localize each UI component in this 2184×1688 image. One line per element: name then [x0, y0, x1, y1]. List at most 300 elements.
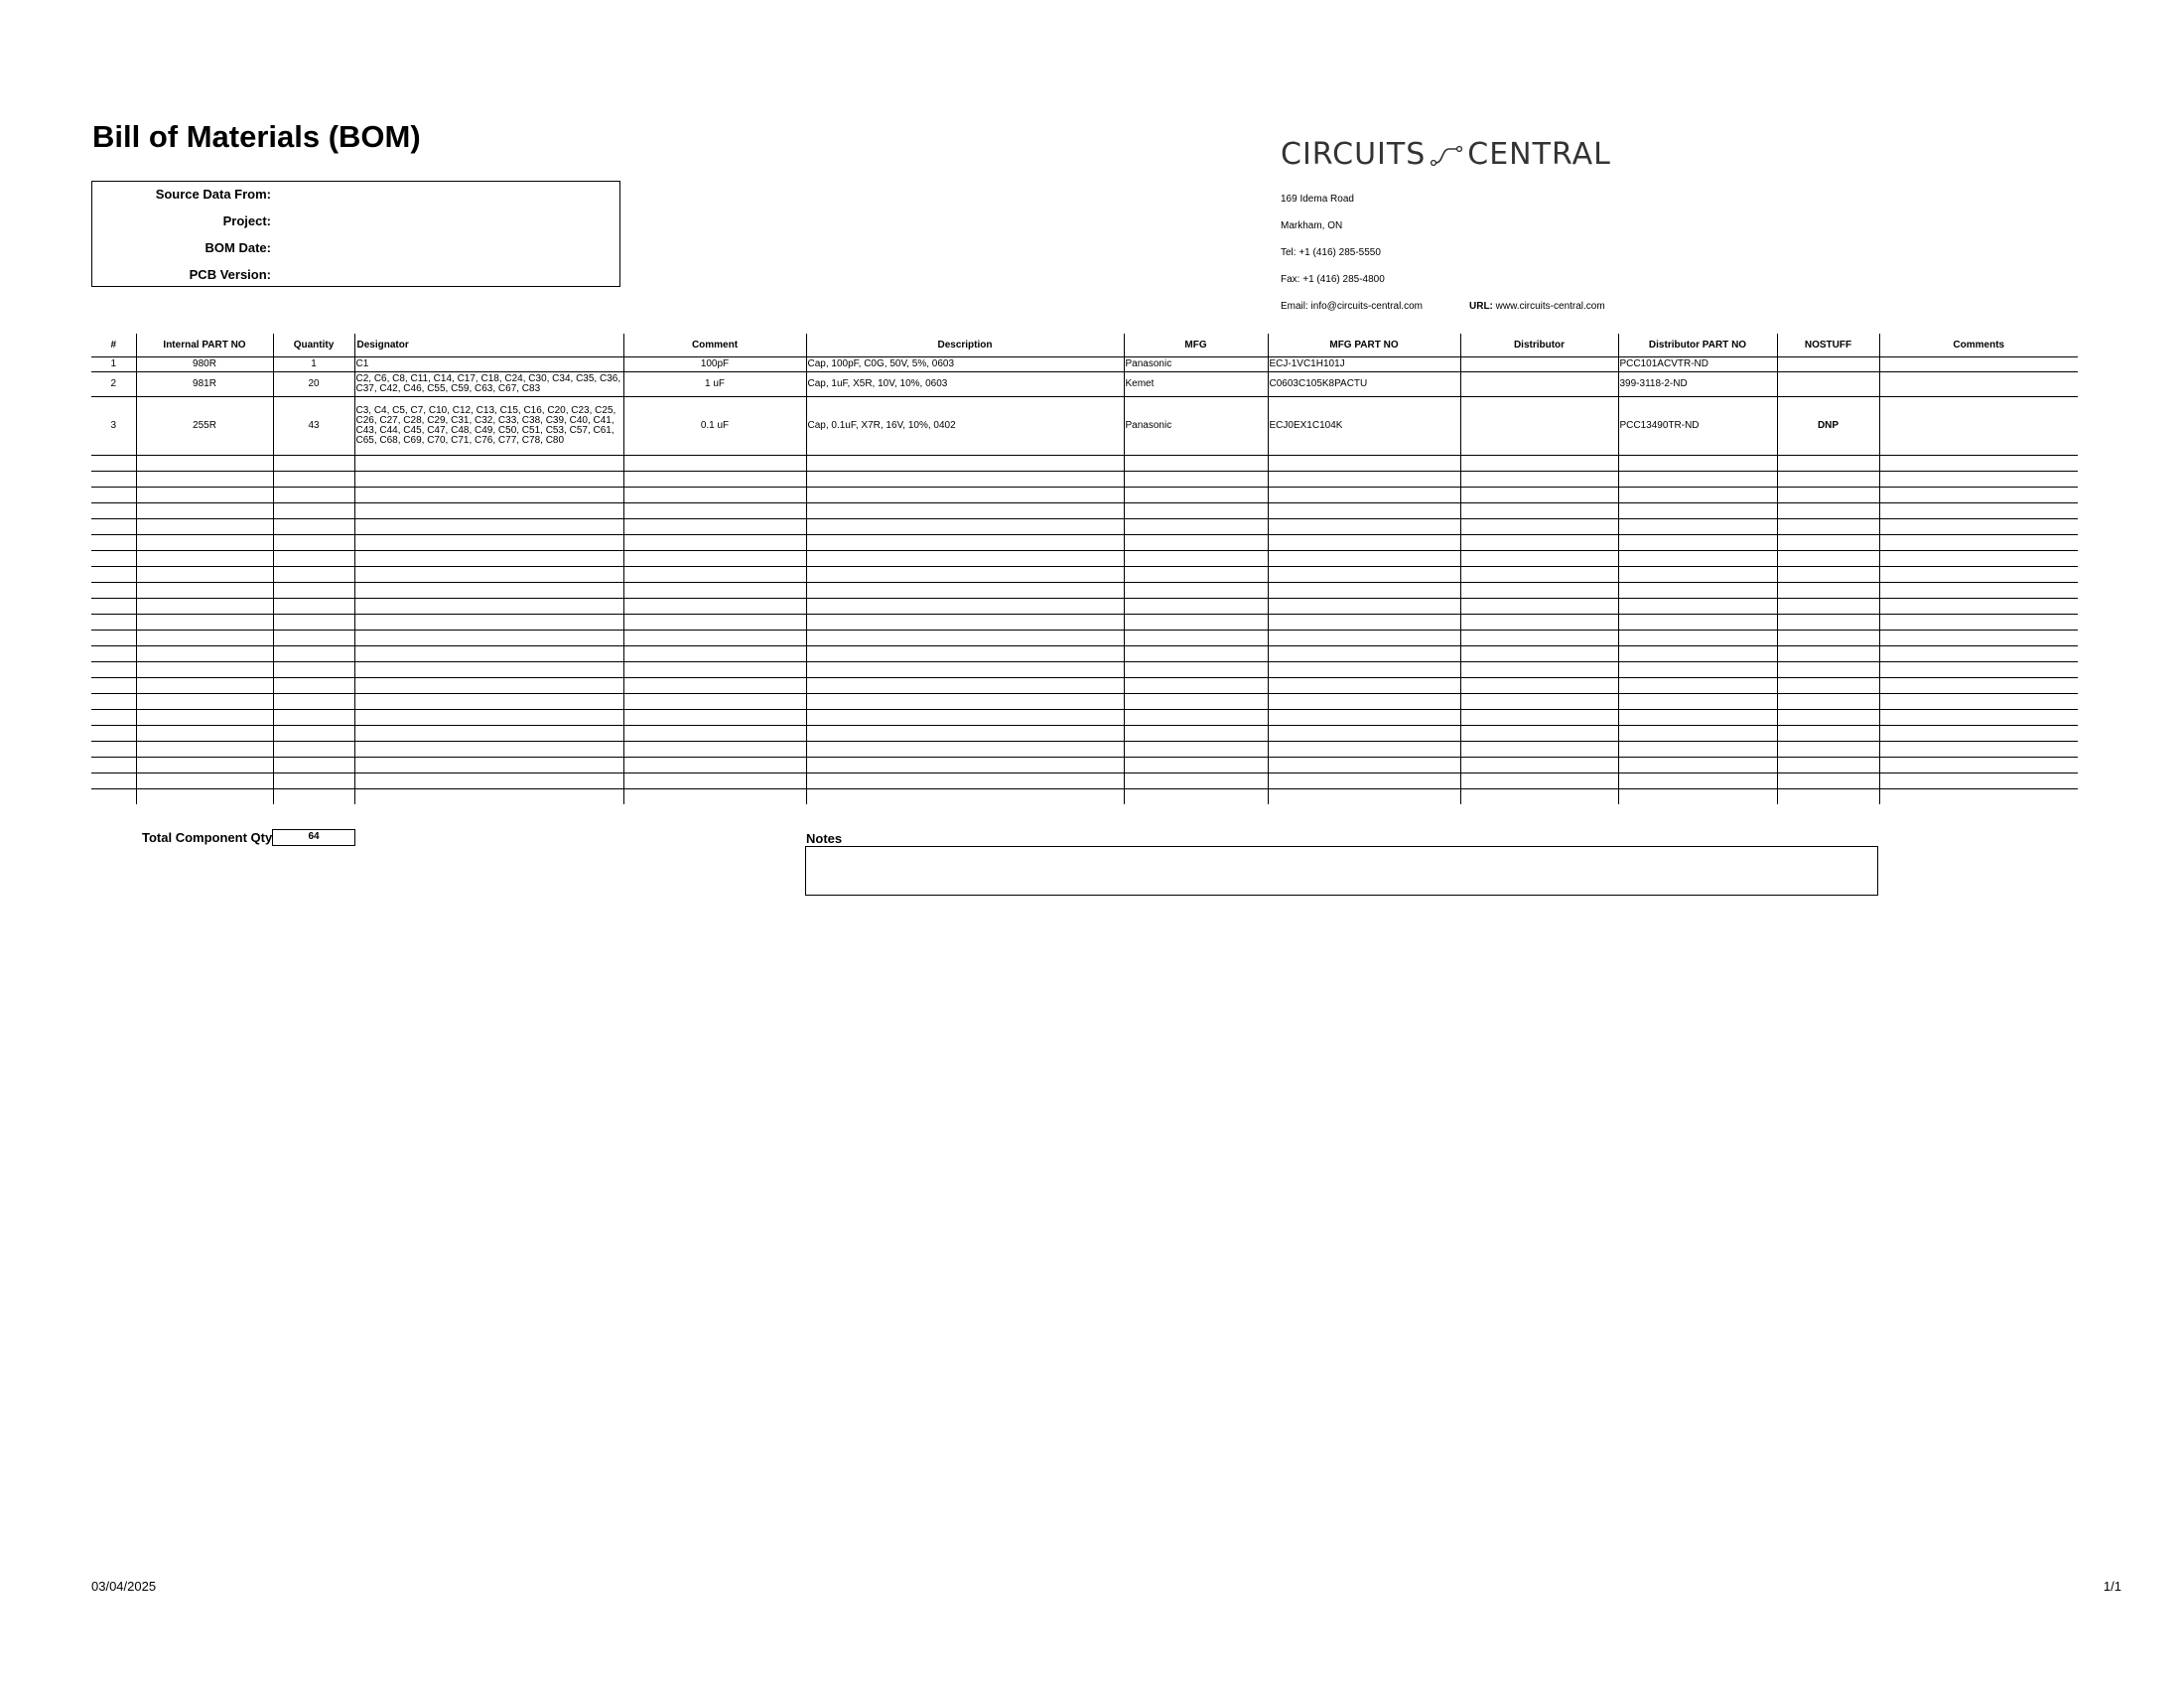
empty-cell — [1879, 694, 2078, 710]
empty-cell — [273, 551, 354, 567]
empty-cell — [1124, 742, 1268, 758]
empty-cell — [136, 472, 273, 488]
empty-cell — [136, 503, 273, 519]
empty-cell — [1777, 535, 1879, 551]
cell-mfg: Panasonic — [1124, 397, 1268, 456]
empty-cell — [1268, 535, 1460, 551]
empty-table-row — [91, 789, 2078, 805]
trace-icon — [1430, 141, 1463, 169]
url-value[interactable]: www.circuits-central.com — [1495, 301, 1605, 312]
empty-cell — [273, 472, 354, 488]
empty-cell — [806, 456, 1124, 472]
cell-designator: C3, C4, C5, C7, C10, C12, C13, C15, C16, C20, C23, C25, C26, C27, C28, C29, C31, C32, C33, C38, C39, C40, C41, C43, C44, C45, C47, C48, C49, C50, C51, C53, C57, C61, C65, C68, C69, C70, C71, C76, C77, C78, C80 — [354, 397, 623, 456]
company-fax: Fax: +1 (416) 285-4800 — [1281, 274, 1385, 285]
empty-cell — [1618, 503, 1777, 519]
empty-cell — [1460, 456, 1618, 472]
bom-info-box — [91, 181, 620, 287]
empty-cell — [91, 726, 136, 742]
cell-quantity: 20 — [273, 372, 354, 397]
empty-cell — [623, 710, 806, 726]
empty-cell — [273, 710, 354, 726]
empty-cell — [806, 503, 1124, 519]
empty-cell — [136, 599, 273, 615]
empty-cell — [806, 789, 1124, 805]
empty-cell — [1460, 726, 1618, 742]
empty-cell — [273, 789, 354, 805]
source-data-label: Source Data From: — [155, 187, 271, 202]
empty-cell — [1618, 710, 1777, 726]
empty-cell — [623, 599, 806, 615]
empty-cell — [1268, 551, 1460, 567]
total-component-qty-label: Total Component Qty — [142, 830, 273, 845]
empty-cell — [1268, 599, 1460, 615]
empty-cell — [91, 631, 136, 646]
empty-cell — [273, 646, 354, 662]
cell-comments — [1879, 357, 2078, 372]
total-component-qty-value: 64 — [272, 829, 355, 846]
empty-table-row — [91, 758, 2078, 774]
empty-cell — [1618, 678, 1777, 694]
notes-label: Notes — [806, 831, 843, 846]
empty-cell — [273, 615, 354, 631]
empty-cell — [91, 615, 136, 631]
empty-cell — [1268, 615, 1460, 631]
empty-cell — [273, 678, 354, 694]
cell-num: 3 — [91, 397, 136, 456]
empty-cell — [273, 535, 354, 551]
empty-cell — [1879, 503, 2078, 519]
empty-cell — [91, 583, 136, 599]
empty-cell — [91, 789, 136, 805]
cell-comments — [1879, 372, 2078, 397]
empty-cell — [1777, 551, 1879, 567]
empty-cell — [1879, 710, 2078, 726]
table-row — [91, 357, 2078, 372]
empty-cell — [136, 583, 273, 599]
empty-cell — [273, 567, 354, 583]
url-label: URL: — [1469, 301, 1493, 312]
empty-cell — [1879, 631, 2078, 646]
empty-cell — [1124, 615, 1268, 631]
empty-cell — [136, 694, 273, 710]
empty-cell — [1268, 503, 1460, 519]
empty-cell — [354, 599, 623, 615]
empty-cell — [1777, 567, 1879, 583]
empty-cell — [623, 631, 806, 646]
empty-cell — [1268, 678, 1460, 694]
empty-cell — [354, 774, 623, 789]
cell-distributor-part-no: PCC101ACVTR-ND — [1618, 357, 1777, 372]
empty-cell — [136, 789, 273, 805]
empty-cell — [273, 631, 354, 646]
empty-cell — [1879, 726, 2078, 742]
company-email[interactable]: Email: info@circuits-central.com — [1281, 301, 1423, 312]
empty-cell — [1460, 567, 1618, 583]
cell-description: Cap, 100pF, C0G, 50V, 5%, 0603 — [806, 357, 1124, 372]
empty-cell — [1124, 583, 1268, 599]
empty-cell — [136, 646, 273, 662]
empty-cell — [91, 488, 136, 503]
empty-table-row — [91, 567, 2078, 583]
empty-cell — [354, 535, 623, 551]
cell-internal-part-no: 255R — [136, 397, 273, 456]
logo-text-left: CIRCUITS — [1281, 137, 1427, 172]
empty-cell — [1124, 535, 1268, 551]
cell-num: 1 — [91, 357, 136, 372]
empty-cell — [623, 456, 806, 472]
empty-cell — [354, 726, 623, 742]
header-mfg-part-no: MFG PART NO — [1268, 334, 1460, 357]
notes-field[interactable] — [805, 846, 1878, 896]
empty-cell — [806, 646, 1124, 662]
footer-date: 03/04/2025 — [91, 1579, 157, 1594]
cell-comments — [1879, 397, 2078, 456]
empty-table-row — [91, 662, 2078, 678]
empty-table-row — [91, 583, 2078, 599]
empty-cell — [623, 472, 806, 488]
empty-cell — [1460, 710, 1618, 726]
empty-cell — [1879, 789, 2078, 805]
cell-quantity: 43 — [273, 397, 354, 456]
empty-cell — [623, 615, 806, 631]
empty-cell — [1777, 519, 1879, 535]
empty-cell — [1879, 646, 2078, 662]
empty-cell — [136, 758, 273, 774]
empty-cell — [623, 519, 806, 535]
empty-cell — [91, 710, 136, 726]
empty-cell — [623, 503, 806, 519]
empty-table-row — [91, 710, 2078, 726]
empty-cell — [273, 774, 354, 789]
empty-cell — [806, 567, 1124, 583]
cell-num: 2 — [91, 372, 136, 397]
empty-cell — [1124, 567, 1268, 583]
empty-cell — [1460, 758, 1618, 774]
cell-internal-part-no: 981R — [136, 372, 273, 397]
cell-designator: C2, C6, C8, C11, C14, C17, C18, C24, C30, C34, C35, C36, C37, C42, C46, C55, C59, C63, C67, C83 — [354, 372, 623, 397]
cell-comment: 100pF — [623, 357, 806, 372]
empty-cell — [623, 567, 806, 583]
empty-cell — [136, 726, 273, 742]
empty-cell — [1777, 694, 1879, 710]
empty-cell — [623, 774, 806, 789]
empty-cell — [1618, 726, 1777, 742]
empty-cell — [273, 583, 354, 599]
empty-cell — [1879, 583, 2078, 599]
empty-cell — [1618, 789, 1777, 805]
cell-mfg: Kemet — [1124, 372, 1268, 397]
empty-cell — [354, 646, 623, 662]
bom-date-label: BOM Date: — [205, 240, 271, 255]
empty-cell — [1879, 678, 2078, 694]
empty-cell — [1777, 488, 1879, 503]
empty-cell — [1268, 646, 1460, 662]
empty-cell — [1460, 488, 1618, 503]
table-row — [91, 372, 2078, 397]
empty-cell — [354, 631, 623, 646]
empty-table-row — [91, 472, 2078, 488]
empty-cell — [1124, 472, 1268, 488]
empty-cell — [1124, 456, 1268, 472]
empty-cell — [1879, 758, 2078, 774]
cell-comment: 0.1 uF — [623, 397, 806, 456]
empty-table-row — [91, 646, 2078, 662]
empty-cell — [806, 631, 1124, 646]
empty-cell — [1618, 646, 1777, 662]
empty-cell — [91, 599, 136, 615]
empty-cell — [1460, 551, 1618, 567]
empty-cell — [1618, 456, 1777, 472]
empty-cell — [354, 742, 623, 758]
header-mfg: MFG — [1124, 334, 1268, 357]
empty-cell — [354, 567, 623, 583]
empty-cell — [1460, 662, 1618, 678]
empty-cell — [1268, 472, 1460, 488]
empty-cell — [91, 551, 136, 567]
cell-nostuff: DNP — [1777, 397, 1879, 456]
empty-cell — [806, 742, 1124, 758]
cell-distributor-part-no: 399-3118-2-ND — [1618, 372, 1777, 397]
empty-cell — [1460, 472, 1618, 488]
empty-cell — [91, 678, 136, 694]
cell-description: Cap, 1uF, X5R, 10V, 10%, 0603 — [806, 372, 1124, 397]
empty-cell — [623, 583, 806, 599]
cell-designator: C1 — [354, 357, 623, 372]
empty-cell — [1879, 742, 2078, 758]
cell-mfg-part-no: ECJ-1VC1H101J — [1268, 357, 1460, 372]
empty-cell — [1777, 742, 1879, 758]
empty-cell — [354, 662, 623, 678]
company-address-line1: 169 Idema Road — [1281, 194, 1354, 205]
empty-cell — [1124, 551, 1268, 567]
empty-cell — [273, 456, 354, 472]
empty-cell — [354, 710, 623, 726]
empty-cell — [136, 710, 273, 726]
cell-nostuff — [1777, 357, 1879, 372]
empty-cell — [806, 694, 1124, 710]
empty-cell — [354, 583, 623, 599]
empty-cell — [136, 456, 273, 472]
empty-cell — [1777, 599, 1879, 615]
cell-distributor-part-no: PCC13490TR-ND — [1618, 397, 1777, 456]
empty-cell — [623, 789, 806, 805]
empty-cell — [1268, 519, 1460, 535]
empty-cell — [1460, 583, 1618, 599]
empty-cell — [1124, 503, 1268, 519]
table-row — [91, 397, 2078, 456]
cell-description: Cap, 0.1uF, X7R, 16V, 10%, 0402 — [806, 397, 1124, 456]
empty-cell — [1879, 774, 2078, 789]
empty-cell — [623, 742, 806, 758]
empty-cell — [273, 488, 354, 503]
empty-cell — [354, 519, 623, 535]
empty-cell — [136, 535, 273, 551]
empty-table-row — [91, 742, 2078, 758]
empty-cell — [354, 758, 623, 774]
empty-cell — [1460, 599, 1618, 615]
company-address-line2: Markham, ON — [1281, 220, 1343, 231]
empty-cell — [1460, 742, 1618, 758]
empty-cell — [136, 742, 273, 758]
empty-cell — [1879, 488, 2078, 503]
empty-cell — [1268, 710, 1460, 726]
empty-cell — [1268, 742, 1460, 758]
header-designator: Designator — [354, 334, 623, 357]
cell-mfg-part-no: C0603C105K8PACTU — [1268, 372, 1460, 397]
cell-mfg-part-no: ECJ0EX1C104K — [1268, 397, 1460, 456]
empty-cell — [1618, 758, 1777, 774]
empty-cell — [1268, 488, 1460, 503]
empty-cell — [91, 456, 136, 472]
empty-cell — [623, 726, 806, 742]
empty-cell — [91, 567, 136, 583]
empty-cell — [1124, 710, 1268, 726]
empty-cell — [1124, 758, 1268, 774]
empty-cell — [273, 742, 354, 758]
empty-cell — [136, 567, 273, 583]
empty-cell — [136, 488, 273, 503]
empty-cell — [136, 678, 273, 694]
cell-distributor — [1460, 372, 1618, 397]
empty-cell — [1268, 662, 1460, 678]
empty-cell — [1618, 488, 1777, 503]
empty-cell — [354, 615, 623, 631]
empty-cell — [806, 774, 1124, 789]
empty-cell — [273, 599, 354, 615]
empty-cell — [1777, 774, 1879, 789]
header-distributor-part-no: Distributor PART NO — [1618, 334, 1777, 357]
empty-cell — [273, 726, 354, 742]
empty-cell — [1460, 503, 1618, 519]
empty-cell — [1124, 662, 1268, 678]
empty-cell — [1777, 615, 1879, 631]
empty-cell — [354, 472, 623, 488]
empty-cell — [806, 678, 1124, 694]
empty-cell — [1268, 774, 1460, 789]
empty-cell — [1777, 678, 1879, 694]
empty-cell — [806, 472, 1124, 488]
empty-cell — [354, 488, 623, 503]
empty-table-row — [91, 535, 2078, 551]
empty-cell — [806, 599, 1124, 615]
empty-cell — [806, 710, 1124, 726]
empty-cell — [1777, 583, 1879, 599]
header-distributor: Distributor — [1460, 334, 1618, 357]
empty-cell — [273, 694, 354, 710]
page-title: Bill of Materials (BOM) — [92, 119, 421, 154]
empty-cell — [1879, 615, 2078, 631]
empty-cell — [623, 678, 806, 694]
empty-cell — [1777, 631, 1879, 646]
empty-cell — [1124, 789, 1268, 805]
empty-cell — [623, 551, 806, 567]
logo-text-right: CENTRAL — [1467, 137, 1611, 172]
empty-cell — [1124, 678, 1268, 694]
cell-distributor — [1460, 397, 1618, 456]
empty-table-row — [91, 503, 2078, 519]
empty-cell — [623, 535, 806, 551]
empty-cell — [91, 519, 136, 535]
company-url[interactable] — [1469, 301, 1605, 312]
empty-cell — [1777, 789, 1879, 805]
empty-cell — [1879, 551, 2078, 567]
empty-cell — [1268, 694, 1460, 710]
empty-table-row — [91, 488, 2078, 503]
empty-cell — [1777, 503, 1879, 519]
empty-cell — [91, 694, 136, 710]
company-logo — [1281, 137, 1611, 172]
footer-page-number: 1/1 — [2103, 1579, 2121, 1594]
empty-cell — [1618, 583, 1777, 599]
empty-cell — [1460, 615, 1618, 631]
empty-cell — [1268, 726, 1460, 742]
empty-cell — [806, 551, 1124, 567]
empty-cell — [1777, 456, 1879, 472]
empty-table-row — [91, 599, 2078, 615]
empty-cell — [273, 758, 354, 774]
cell-mfg: Panasonic — [1124, 357, 1268, 372]
empty-cell — [1618, 662, 1777, 678]
project-label: Project: — [222, 213, 271, 228]
empty-cell — [806, 583, 1124, 599]
empty-cell — [136, 615, 273, 631]
empty-cell — [354, 694, 623, 710]
cell-internal-part-no: 980R — [136, 357, 273, 372]
empty-cell — [1618, 519, 1777, 535]
empty-cell — [1879, 535, 2078, 551]
empty-cell — [806, 519, 1124, 535]
empty-cell — [1460, 519, 1618, 535]
empty-table-row — [91, 678, 2078, 694]
empty-cell — [136, 631, 273, 646]
empty-table-row — [91, 774, 2078, 789]
empty-cell — [1618, 694, 1777, 710]
empty-cell — [1460, 694, 1618, 710]
empty-cell — [1618, 742, 1777, 758]
empty-cell — [623, 646, 806, 662]
header-description: Description — [806, 334, 1124, 357]
empty-cell — [1268, 789, 1460, 805]
pcb-version-label: PCB Version: — [189, 267, 271, 282]
empty-cell — [1879, 456, 2078, 472]
empty-cell — [1460, 646, 1618, 662]
empty-cell — [1460, 631, 1618, 646]
header-quantity: Quantity — [273, 334, 354, 357]
empty-cell — [1879, 519, 2078, 535]
empty-cell — [623, 694, 806, 710]
empty-table-row — [91, 694, 2078, 710]
empty-cell — [354, 456, 623, 472]
empty-cell — [91, 535, 136, 551]
empty-cell — [1618, 615, 1777, 631]
empty-cell — [1618, 472, 1777, 488]
empty-cell — [1618, 551, 1777, 567]
empty-cell — [1124, 726, 1268, 742]
empty-cell — [1124, 646, 1268, 662]
empty-cell — [91, 774, 136, 789]
empty-cell — [91, 646, 136, 662]
empty-cell — [806, 662, 1124, 678]
empty-cell — [1124, 599, 1268, 615]
empty-cell — [1268, 567, 1460, 583]
empty-cell — [136, 551, 273, 567]
header-internal-part-no: Internal PART NO — [136, 334, 273, 357]
bom-table — [91, 334, 2078, 804]
empty-cell — [1460, 678, 1618, 694]
cell-quantity: 1 — [273, 357, 354, 372]
empty-table-row — [91, 615, 2078, 631]
empty-cell — [1879, 662, 2078, 678]
